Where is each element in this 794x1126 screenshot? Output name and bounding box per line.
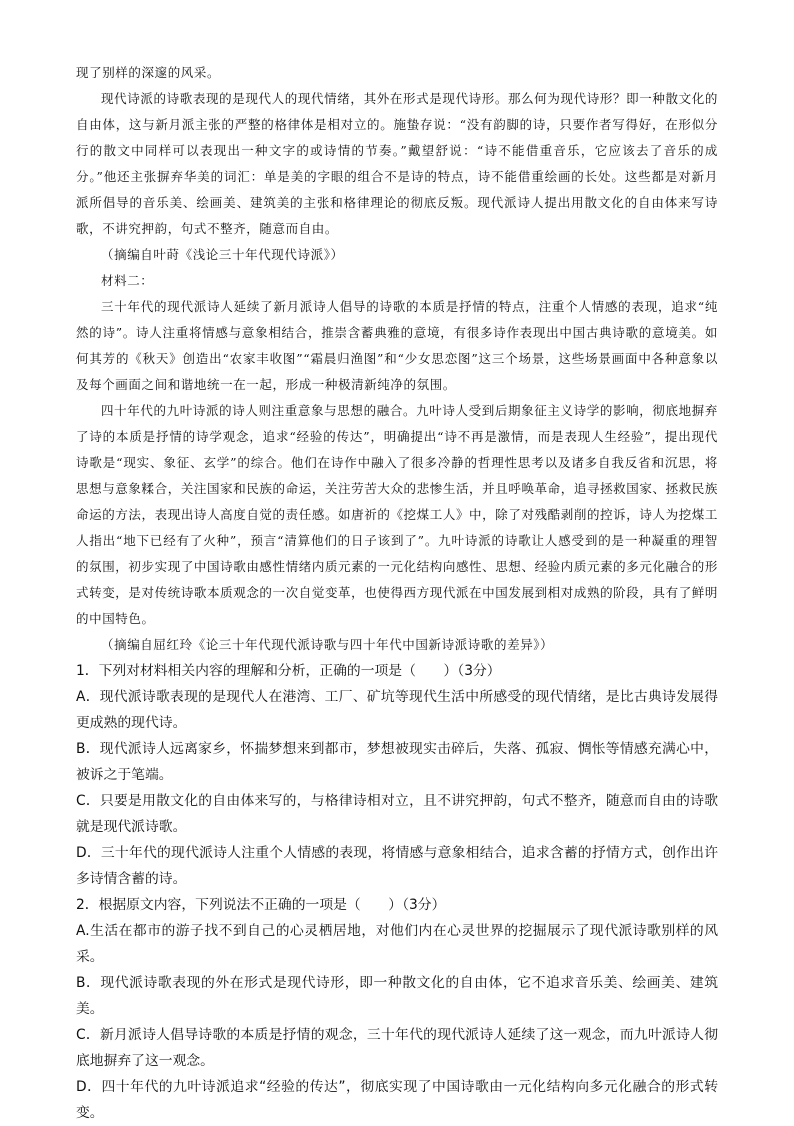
question-2-option-c: C．新月派诗人倡导诗歌的本质是抒情的观念，三十年代的现代派诗人延续了这一观念，而九叶派诗人彻底地摒弃了这一观念。 [76, 1027, 718, 1069]
question-1-stem: 1．下列对材料相关内容的理解和分析，正确的一项是（ ）（3分） [76, 663, 501, 679]
question-1-option-c: C．只要是用散文化的自由体来写的，与格律诗相对立，且不讲究押韵，句式不整齐，随意而自由的诗歌就是现代派诗歌。 [76, 793, 718, 835]
question-2-option-b: B．现代派诗歌表现的外在形式是现代诗形，即一种散文化的自由体，它不追求音乐美、绘画美、建筑美。 [76, 975, 718, 1017]
question-list [76, 658, 718, 1126]
material2-label: 材料二： [101, 273, 154, 288]
question-2-stem: 2．根据原文内容，下列说法不正确的一项是（ ）（3分） [76, 897, 446, 913]
question-1-option-a: A．现代派诗歌表现的是现代人在港湾、工厂、矿坑等现代生活中所感受的现代情绪，是比古典诗发展得更成熟的现代诗。 [76, 689, 718, 731]
question-2-option-d: D．四十年代的九叶诗派追求“经验的传达”，彻底实现了中国诗歌由一元化结构向多元化融合的形式转变。 [76, 1079, 718, 1121]
material2-citation: （摘编自屈红玲《论三十年代现代派诗歌与四十年代中国新诗派诗歌的差异》） [101, 637, 554, 652]
question-1-option-b: B．现代派诗人远离家乡，怀揣梦想来到都市，梦想被现实击碎后，失落、孤寂、惆怅等情感充满心中，被诉之于笔端。 [76, 741, 718, 783]
material1-paragraph: 现代诗派的诗歌表现的是现代人的现代情绪，其外在形式是现代诗形。那么何为现代诗形？即一种散文化的自由体，这与新月派主张的严整的格律体是相对立的。施蛰存说：“没有韵脚的诗，只要作者写得好，在形似分行的散文中同样可以表现出一种文字的或诗情的节奏。”戴望舒说：“诗不能借重音乐，它应该去了音乐的成分。”他还主张摒弃华美的词汇：单是美的字眼的组合不是诗的特点，诗不能借重绘画的长处。这些都是对新月派所倡导的音乐美、绘画美、建筑美的主张和格律理论的彻底反叛。现代派诗人提出用散文化的自由体来写诗歌，不讲究押韵，句式不整齐，随意而自由。 [76, 91, 718, 236]
material2-paragraph-1: 三十年代的现代派诗人延续了新月派诗人倡导的诗歌的本质是抒情的特点，注重个人情感的表现，追求“纯然的诗”。诗人注重将情感与意象相结合，推崇含蓄典雅的意境，有很多诗作表现出中国古典诗歌的意境美。如何其芳的《秋天》创造出“农家丰收图”“霜晨归渔图”和“少女思恋图”这三个场景，这些场景画面中各种意象以及每个画面之间和谐地统一在一起，形成一种极清新纯净的氛围。 [76, 299, 718, 392]
material1-continuation: 现了别样的深邃的风采。 [76, 65, 221, 80]
question-2-option-a: A.生活在都市的游子找不到自己的心灵栖居地，对他们内在心灵世界的挖掘展示了现代派诗歌别样的风采。 [76, 923, 718, 965]
reading-passage [76, 60, 718, 658]
material2-paragraph-2: 四十年代的九叶诗派的诗人则注重意象与思想的融合。九叶诗人受到后期象征主义诗学的影响，彻底地摒弃了诗的本质是抒情的诗学观念，追求“经验的传达”，明确提出“诗不再是激情，而是表现人生经验”，提出现代诗歌是“现实、象征、玄学”的综合。他们在诗作中融入了很多冷静的哲理性思考以及诸多自我反省和沉思，将思想与意象糅合，关注国家和民族的命运，关注劳苦大众的悲惨生活，并且呼唤革命，追寻拯救国家、拯救民族命运的方法，表现出诗人高度自觉的责任感。如唐祈的《挖煤工人》中，除了对残酷剥削的控诉，诗人为挖煤工人指出“地下已经有了火种”，预言“清算他们的日子该到了”。九叶诗派的诗歌让人感受到的是一种凝重的理智的氛围，初步实现了中国诗歌由感性情绪内质元素的一元化结构向感性、思想、经验内质元素的多元化融合的形式转变，是对传统诗歌本质观念的一次自觉变革，也使得西方现代派在中国发展到相对成熟的阶段，具有了鲜明的中国特色。 [76, 403, 718, 626]
question-1-option-d: D．三十年代的现代派诗人注重个人情感的表现，将情感与意象相结合，追求含蓄的抒情方式，创作出许多诗情含蓄的诗。 [76, 845, 718, 887]
material1-citation: （摘编自叶莳《浅论三十年代现代诗派》） [101, 247, 344, 262]
